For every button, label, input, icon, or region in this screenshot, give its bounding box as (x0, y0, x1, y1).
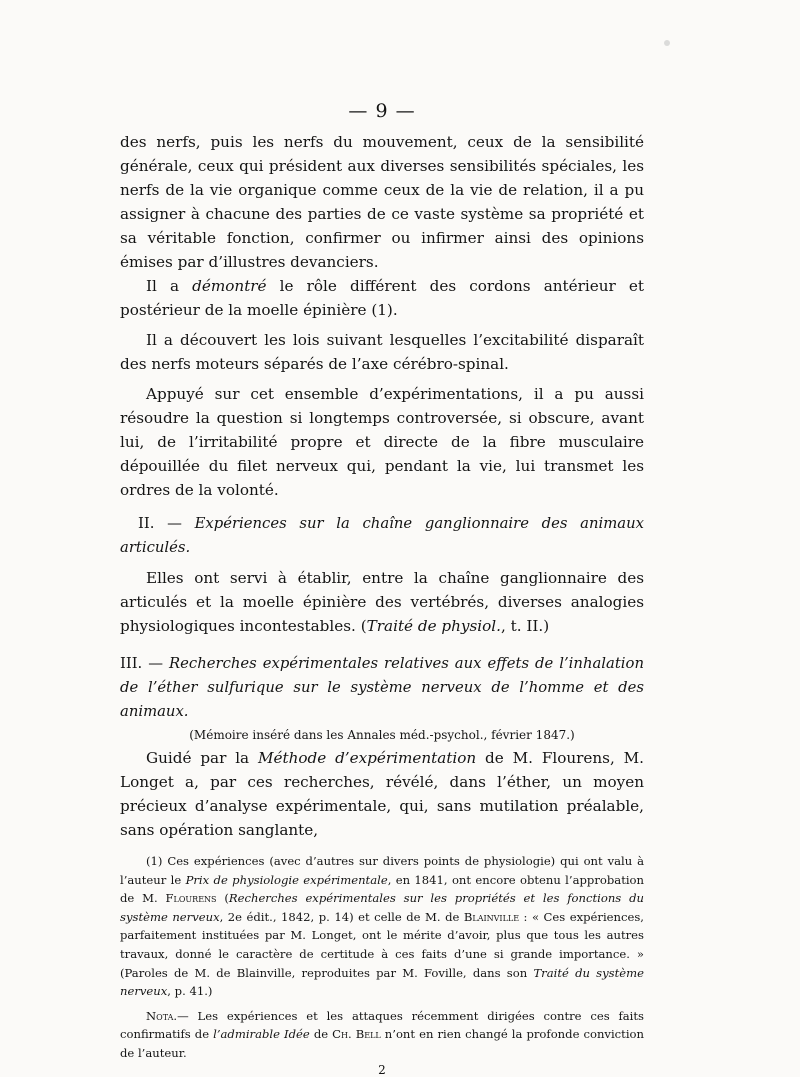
footnote-text-c: ( (216, 891, 229, 906)
footnotes (120, 852, 644, 1077)
demontre-paragraph (120, 274, 644, 322)
footnote-name-blainville: Blainville (463, 909, 520, 924)
footnote-text-b: , en 1841, ont encore obtenu l’approbation de M. (120, 872, 645, 906)
footnote-text-d: , 2e édit., 1842, p. 14) et celle de M. de (219, 909, 464, 924)
nota-text-c: n’ont en rien changé la profonde conviction de l’auteur. (120, 1027, 644, 1060)
section-ii-body-prefix: Elles ont servi à établir, entre la chaîne ganglionnaire des articulés et la moelle épinière des vertébrés, diverses analogies physiologiques incontestables. ( (120, 569, 644, 635)
footnote-text-a: Ces expériences (avec d’autres sur divers points de physiologie) qui ont valu à l’auteur le (120, 854, 644, 887)
appuye-paragraph: Appuyé sur cet ensemble d’expérimentations, il a pu aussi résoudre la question si longtemps controversée, si obscure, avant lui, de l’irritabilité propre et directe de la fibre musculaire dépouillée du filet nerveux qui, pendant la vie, lui transmet les ordres de la volonté. (120, 385, 644, 499)
section-ii-body (120, 566, 644, 638)
demontre-suffix: le rôle différent des cordons antérieur et postérieur de la moelle épinière (1). (120, 277, 644, 319)
footnote-name-flourens: Flourens (165, 891, 217, 906)
footnote-italic-b: Recherches expérimentales sur les propriétés et les fonctions du système nerveux (120, 891, 644, 924)
section-iii-body-suffix: de M. Flourens, M. Longet a, par ces recherches, révélé, dans l’éther, un moyen précieux d’analyse expérimentale, qui, sans mutilation préalable, sans opération sanglante, (120, 749, 645, 839)
intro-paragraph: des nerfs, puis les nerfs du mouvement, ceux de la sensibilité générale, ceux qui président aux diverses sensibilités spéciales, les nerfs de la vie organique comme ceux de la vie de relation, il a pu assigner à chacune des parties de ce vaste système sa propriété et sa véritable fonction, confirmer ou infirmer ainsi des opinions émises par d’illustres devanciers. (120, 133, 644, 271)
footnote-text-f: , p. 41.) (167, 984, 213, 999)
nota-label: Nota. (146, 1008, 178, 1023)
section-iii-body-italic: Méthode d’expérimentation (257, 749, 477, 767)
demontre-italic: démontré (192, 277, 267, 295)
section-iii-body (120, 746, 644, 842)
footnote-1 (120, 852, 644, 1001)
section-iii-heading (120, 652, 644, 724)
page-number: — 9 — (348, 100, 416, 122)
nota-name: Ch. Bell (332, 1027, 381, 1042)
section-ii-numeral: II. — (138, 515, 182, 532)
section-ii-title: Expériences sur la chaîne ganglionnaire des animaux articulés. (120, 515, 644, 556)
book-page (120, 100, 644, 1077)
footnote-italic-a: Prix de physiologie expérimentale (185, 872, 388, 887)
nota-paragraph (120, 1007, 644, 1063)
footnote-marker: (1) (146, 854, 163, 868)
section-ii-heading (120, 512, 644, 560)
nota-italic-a: l’admirable Idée (213, 1027, 310, 1042)
footnote-text-e: : « Ces expériences, parfaitement instituées par M. Longet, ont le mérite d’avoir, plus que tous les autres travaux, donné le caractère de certitude à ces faits d’une si grande importance. » (Paroles de M. de Blainville, reproduites par M. Foville, dans son (120, 909, 644, 980)
section-iii-numeral: III. — (120, 655, 164, 672)
section-iii-title: Recherches expérimentales relatives aux effets de l’inhalation de l’éther sulfurique sur le système nerveux de l’homme et des animaux. (120, 655, 644, 720)
demontre-prefix: Il a (146, 277, 193, 295)
paper-spot (664, 40, 670, 46)
section-iii-body-prefix: Guidé par la (146, 749, 258, 767)
signature-mark: 2 (378, 1062, 386, 1077)
footnote-italic-c: Traité du système nerveux (120, 965, 645, 999)
lois-paragraph: Il a découvert les lois suivant lesquelles l’excitabilité disparaît des nerfs moteurs séparés de l’axe cérébro-spinal. (120, 331, 644, 373)
section-ii-body-italic: Traité de physiol. (366, 617, 501, 635)
nota-text-b: de (309, 1027, 333, 1042)
nota-text-a: — Les expériences et les attaques récemment dirigées contre ces faits confirmatifs de (120, 1008, 644, 1042)
section-ii-body-suffix: , t. II.) (500, 617, 550, 635)
memoire-note: (Mémoire inséré dans les Annales méd.-psychol., février 1847.) (189, 728, 575, 742)
